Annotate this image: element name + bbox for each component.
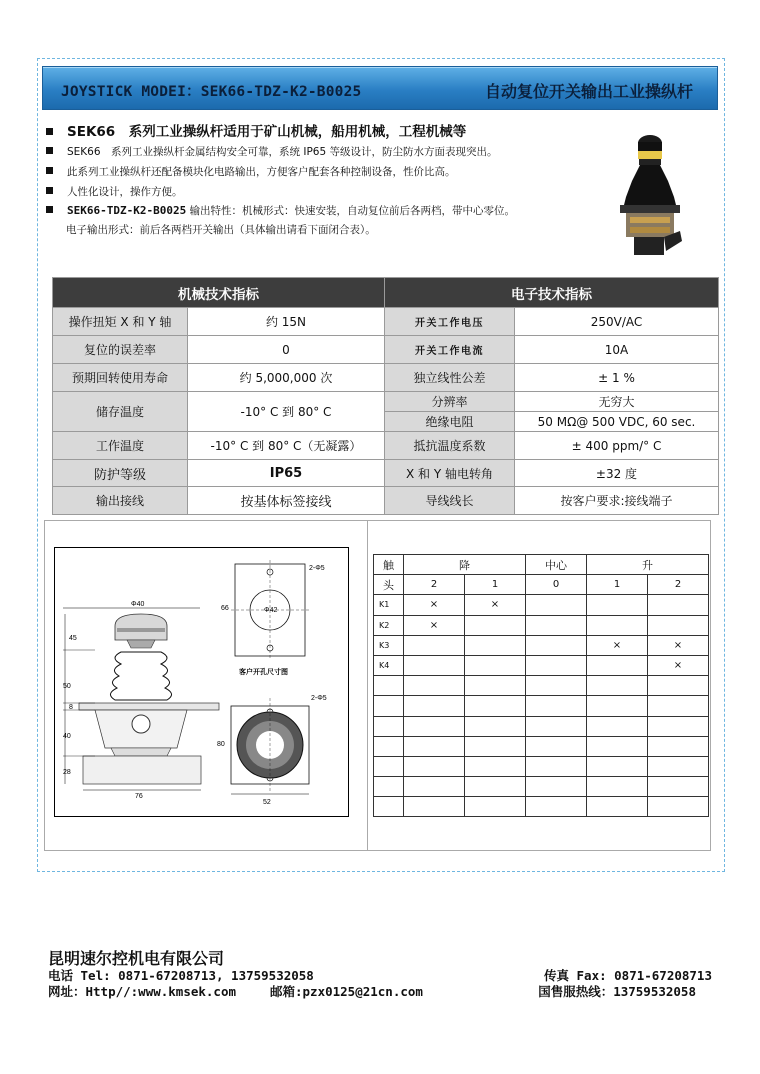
table-row: K1 × × [374, 595, 709, 615]
spec-label: 工作温度 [53, 432, 188, 460]
footer-hotline: 国售服热线：13759532058 [538, 984, 696, 999]
contact-header: 1 [465, 575, 526, 595]
spec-label: 独立线性公差 [385, 364, 515, 392]
spec-value: ± 400 ppm/° C [515, 432, 719, 460]
joystick-photo [614, 133, 686, 263]
contact-table [373, 554, 709, 817]
bullet-icon [46, 206, 53, 213]
dim-label: Φ42 [264, 607, 278, 614]
spec-value: -10° C 到 80° C（无凝露） [188, 432, 385, 460]
spec-value: 无穷大 [515, 392, 719, 412]
table-row [374, 736, 709, 756]
feature-item: SEK66 系列工业操纵杆金属结构安全可靠，系统 IP65 等级设计，防尘防水方面表现突出。 [46, 144, 498, 159]
spec-label: 抵抗温度系数 [385, 432, 515, 460]
footer-phone: 电话 Tel: 0871-67208713, 13759532058 [48, 968, 314, 983]
dim-label: 45 [69, 635, 77, 642]
table-row [374, 676, 709, 696]
spec-label: 导线线长 [385, 487, 515, 515]
feature-item: 人性化设计，操作方便。 [46, 184, 183, 199]
feature-item: SEK66-TDZ-K2-B0025 输出特性：机械形式：快速安装，自动复位前后各两档，带中心零位。 [46, 203, 515, 218]
table-row [374, 696, 709, 716]
table-row [374, 777, 709, 797]
dim-label: Φ40 [131, 601, 145, 608]
contact-header: 头 [374, 575, 404, 595]
drawing-caption: 客户开孔尺寸图 [239, 669, 288, 676]
dim-label: 50 [63, 683, 71, 690]
spec-value: 250V/AC [515, 308, 719, 336]
feature-item: 此系列工业操纵杆还配备模块化电路输出，方便客户配套各种控制设备，性价比高。 [46, 164, 456, 179]
dim-label: 2-Φ5 [309, 565, 325, 572]
spec-label: X 和 Y 轴电转角 [385, 460, 515, 487]
dim-label: 40 [63, 733, 71, 740]
spec-value: IP65 [188, 460, 385, 487]
company-name: 昆明速尔控机电有限公司 [48, 949, 225, 968]
spec-label: 预期回转使用寿命 [53, 364, 188, 392]
spec-label: 绝缘电阻 [385, 412, 515, 432]
spec-label: 复位的误差率 [53, 336, 188, 364]
feature-item: SEK66 系列工业操纵杆适用于矿山机械，船用机械，工程机械等 [46, 120, 466, 140]
elec-header: 电子技术指标 [385, 278, 719, 308]
footer-email[interactable]: 邮箱:pzx0125@21cn.com [270, 984, 423, 999]
table-row [374, 575, 709, 595]
table-row: K4 × [374, 655, 709, 675]
table-row: K2 × [374, 615, 709, 635]
spec-label: 操作扭矩 X 和 Y 轴 [53, 308, 188, 336]
spec-value: 约 15N [188, 308, 385, 336]
contact-header: 升 [587, 555, 709, 575]
model-title: JOYSTICK MODEI：SEK66-TDZ-K2-B0025 [61, 84, 362, 100]
footer-fax: 传真 Fax: 0871-67208713 [544, 968, 712, 983]
spec-label: 输出接线 [53, 487, 188, 515]
spec-label: 储存温度 [53, 392, 188, 432]
product-title: 自动复位开关输出工业操纵杆 [484, 82, 693, 101]
spec-value: ±32 度 [515, 460, 719, 487]
table-row: K3 × × [374, 635, 709, 655]
spec-value: 10A [515, 336, 719, 364]
spec-value: 50 MΩ@ 500 VDC, 60 sec. [515, 412, 719, 432]
spec-label: 分辨率 [385, 392, 515, 412]
bullet-icon [46, 147, 53, 154]
dim-label: 8 [69, 704, 73, 711]
dim-label: 28 [63, 769, 71, 776]
contact-header: 中心 [526, 555, 587, 575]
spec-value: 按基体标签接线 [188, 487, 385, 515]
table-row [53, 308, 719, 336]
spec-table [52, 277, 719, 515]
spec-label: 防护等级 [53, 460, 188, 487]
feature-model: SEK66-TDZ-K2-B0025 [67, 204, 187, 217]
mech-header: 机械技术指标 [53, 278, 385, 308]
table-row [374, 555, 709, 575]
header-banner [42, 66, 718, 110]
dim-label: 80 [217, 741, 225, 748]
dim-label: 2-Φ5 [311, 695, 327, 702]
dim-label: 76 [135, 793, 143, 800]
contact-header: 2 [648, 575, 709, 595]
table-row [53, 392, 719, 412]
contact-header: 降 [404, 555, 526, 575]
table-row [53, 487, 719, 515]
spec-value: -10° C 到 80° C [188, 392, 385, 432]
spec-label: 开关工作电流 [385, 336, 515, 364]
dimension-drawing [54, 547, 349, 817]
table-row [53, 364, 719, 392]
bullet-icon [46, 187, 53, 194]
spec-value: ± 1 % [515, 364, 719, 392]
spec-value: 0 [188, 336, 385, 364]
bullet-icon [46, 128, 53, 135]
contact-header: 0 [526, 575, 587, 595]
table-row [53, 460, 719, 487]
spec-label: 开关工作电压 [385, 308, 515, 336]
contact-header: 1 [587, 575, 648, 595]
contact-header: 2 [404, 575, 465, 595]
spec-value: 约 5,000,000 次 [188, 364, 385, 392]
table-row [374, 716, 709, 736]
spec-value: 按客户要求:接线端子 [515, 487, 719, 515]
table-row [374, 797, 709, 817]
table-row [53, 336, 719, 364]
footer-website[interactable]: 网址：Http//:www.kmsek.com [48, 984, 237, 999]
contact-header: 触 [374, 555, 404, 575]
table-row [53, 432, 719, 460]
dim-label: 66 [221, 605, 229, 612]
table-row [374, 756, 709, 776]
bullet-icon [46, 167, 53, 174]
dim-label: 52 [263, 799, 271, 806]
feature-continuation: 电子输出形式：前后各两档开关输出（具体输出请看下面闭合表）。 [66, 224, 376, 236]
